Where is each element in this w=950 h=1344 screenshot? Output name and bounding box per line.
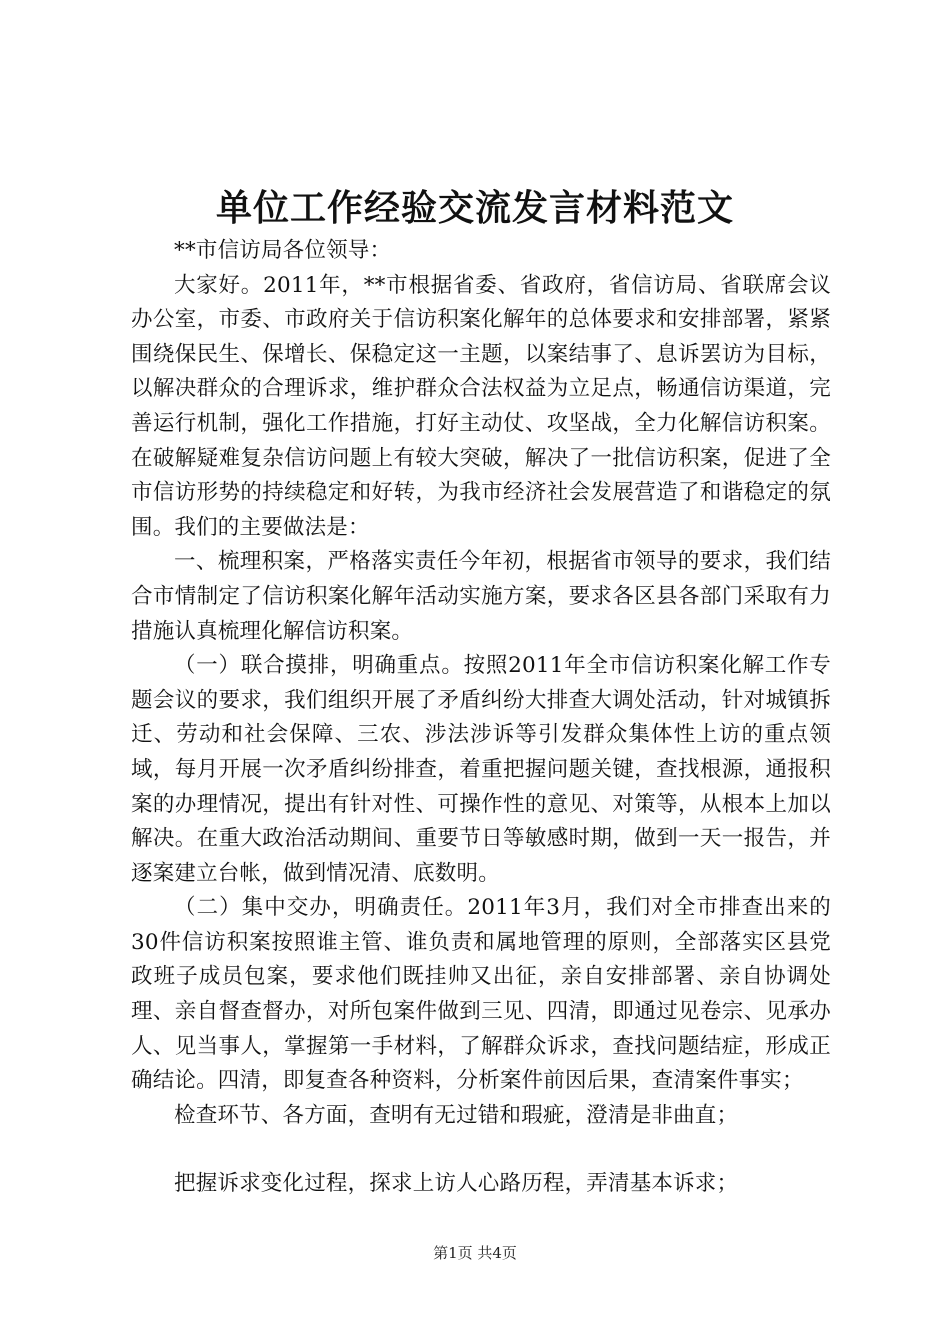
grasp-paragraph: 把握诉求变化过程，探求上访人心路历程，弄清基本诉求； bbox=[174, 1171, 739, 1197]
subsection-two-paragraph: （二）集中交办，明确责任。2011年3月，我们对全市排查出来的30件信访积案按照谁主管、谁负责和属地管理的原则，全部落实区县党政班子成员包案，要求他们既挂帅又出征，亲自安排部署、亲自协调处理、亲自督查督办，对所包案件做到三见、四清，即通过见卷宗、见承办人、见当事人，掌握第一手材料，了解群众诉求，查找问题结症，形成正确结论。四清，即复查各种资料，分析案件前因后果，查清案件事实； bbox=[131, 895, 831, 1094]
intro-paragraph: 大家好。2011年，**市根据省委、省政府，省信访局、省联席会议办公室，市委、市政府关于信访积案化解年的总体要求和安排部署，紧紧围绕保民生、保增长、保稳定这一主题，以案结事了、息诉罢访为目标，以解决群众的合理诉求，维护群众合法权益为立足点，畅通信访渠道，完善运行机制，强化工作措施，打好主动仗、攻坚战，全力化解信访积案。在破解疑难复杂信访问题上有较大突破，解决了一批信访积案，促进了全市信访形势的持续稳定和好转，为我市经济社会发展营造了和谐稳定的氛围。我们的主要做法是： bbox=[131, 272, 831, 540]
document-body bbox=[131, 234, 831, 1202]
check-paragraph: 检查环节、各方面，查明有无过错和瑕疵，澄清是非曲直； bbox=[174, 1102, 739, 1128]
page-number-footer: 第1页 共4页 bbox=[433, 1244, 517, 1262]
salutation-paragraph: **市信访局各位领导： bbox=[174, 238, 392, 263]
section-one-paragraph: 一、梳理积案，严格落实责任今年初，根据省市领导的要求，我们结合市情制定了信访积案化解年活动实施方案，要求各区县各部门采取有力措施认真梳理化解信访积案。 bbox=[131, 549, 831, 644]
document-title: 单位工作经验交流发言材料范文 bbox=[215, 187, 734, 229]
subsection-one-paragraph: （一）联合摸排，明确重点。按照2011年全市信访积案化解工作专题会议的要求，我们组织开展了矛盾纠纷大排查大调处活动，针对城镇拆迁、劳动和社会保障、三农、涉法涉诉等引发群众集体性上访的重点领域，每月开展一次矛盾纠纷排查，着重把握问题关键，查找根源，通报积案的办理情况，提出有针对性、可操作性的意见、对策等，从根本上加以解决。在重大政治活动期间、重要节日等敏感时期，做到一天一报告，并逐案建立台帐，做到情况清、底数明。 bbox=[131, 653, 831, 886]
